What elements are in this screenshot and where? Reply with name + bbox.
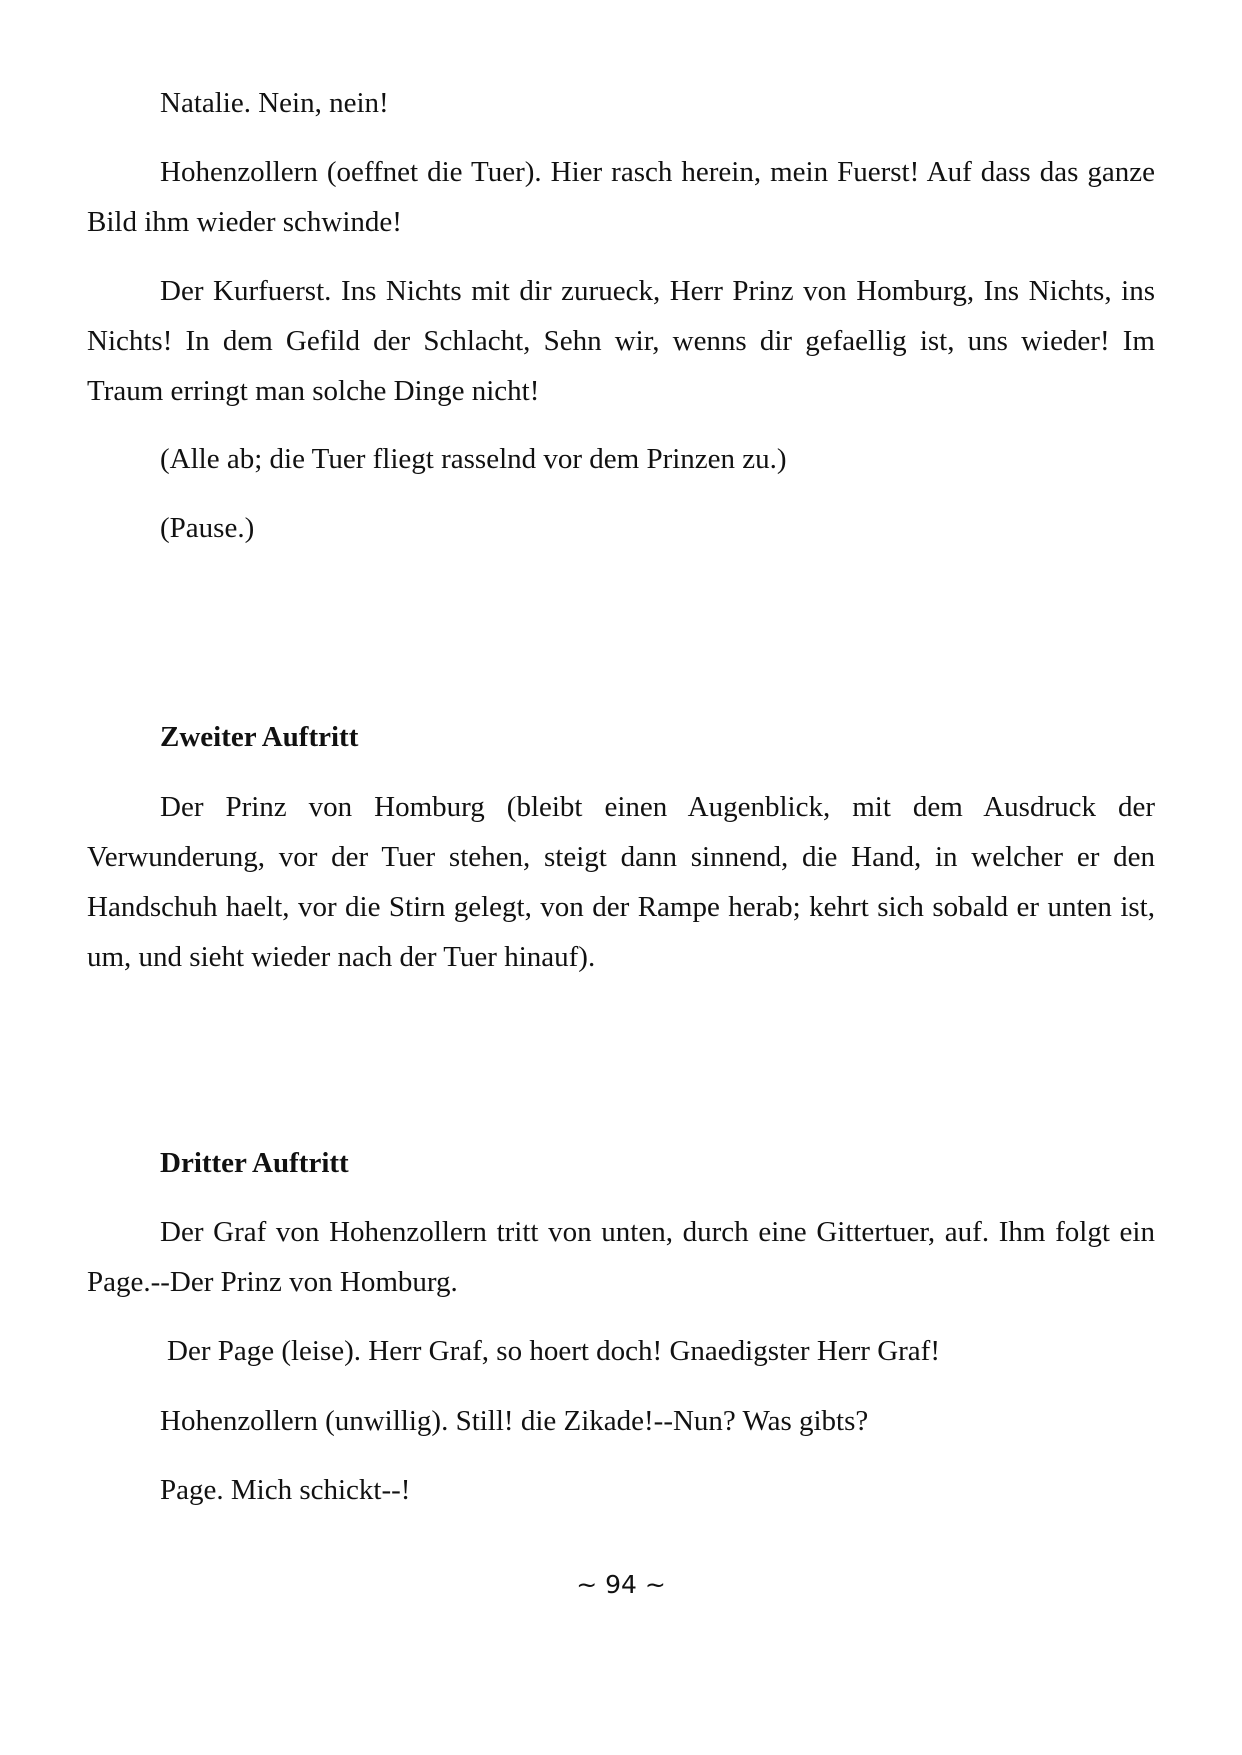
paragraph-prinz-von-homburg: Der Prinz von Homburg (bleibt einen Augenblick, mit dem Ausdruck der Verwunderung, vor der Tuer stehen, steigt dann sinnend, die Hand, in welcher er den Handschuh haelt, vor die Stirn gelegt, von der Rampe herab; kehrt sich sobald er unten ist, um, und sieht wieder nach der Tuer hinauf). <box>87 791 1155 973</box>
paragraph-stage-direction-exit: (Alle ab; die Tuer fliegt rasselnd vor dem Prinzen zu.) <box>160 443 787 475</box>
paragraph-hohenzollern-unwillig: Hohenzollern (unwillig). Still! die Zikade!--Nun? Was gibts? <box>160 1405 869 1437</box>
paragraph-natalie: Natalie. Nein, nein! <box>160 87 389 119</box>
paragraph-page-leise: Der Page (leise). Herr Graf, so hoert doch! Gnaedigster Herr Graf! <box>167 1335 940 1367</box>
paragraph-graf-enters: Der Graf von Hohenzollern tritt von unten, durch eine Gittertuer, auf. Ihm folgt ein Page.--Der Prinz von Homburg. <box>87 1216 1155 1298</box>
paragraph-hohenzollern-door: Hohenzollern (oeffnet die Tuer). Hier rasch herein, mein Fuerst! Auf dass das ganze Bild ihm wieder schwinde! <box>87 156 1155 238</box>
page-number: ~ 94 ~ <box>576 1570 666 1599</box>
heading-dritter-auftritt: Dritter Auftritt <box>160 1147 349 1179</box>
paragraph-kurfuerst: Der Kurfuerst. Ins Nichts mit dir zurueck, Herr Prinz von Homburg, Ins Nichts, ins Nichts! In dem Gefild der Schlacht, Sehn wir, wenns dir gefaellig ist, uns wieder! Im Traum erringt man solche Dinge nicht! <box>87 275 1155 407</box>
paragraph-page-schickt: Page. Mich schickt--! <box>160 1474 411 1506</box>
paragraph-pause: (Pause.) <box>160 512 255 544</box>
heading-zweiter-auftritt: Zweiter Auftritt <box>160 721 359 753</box>
